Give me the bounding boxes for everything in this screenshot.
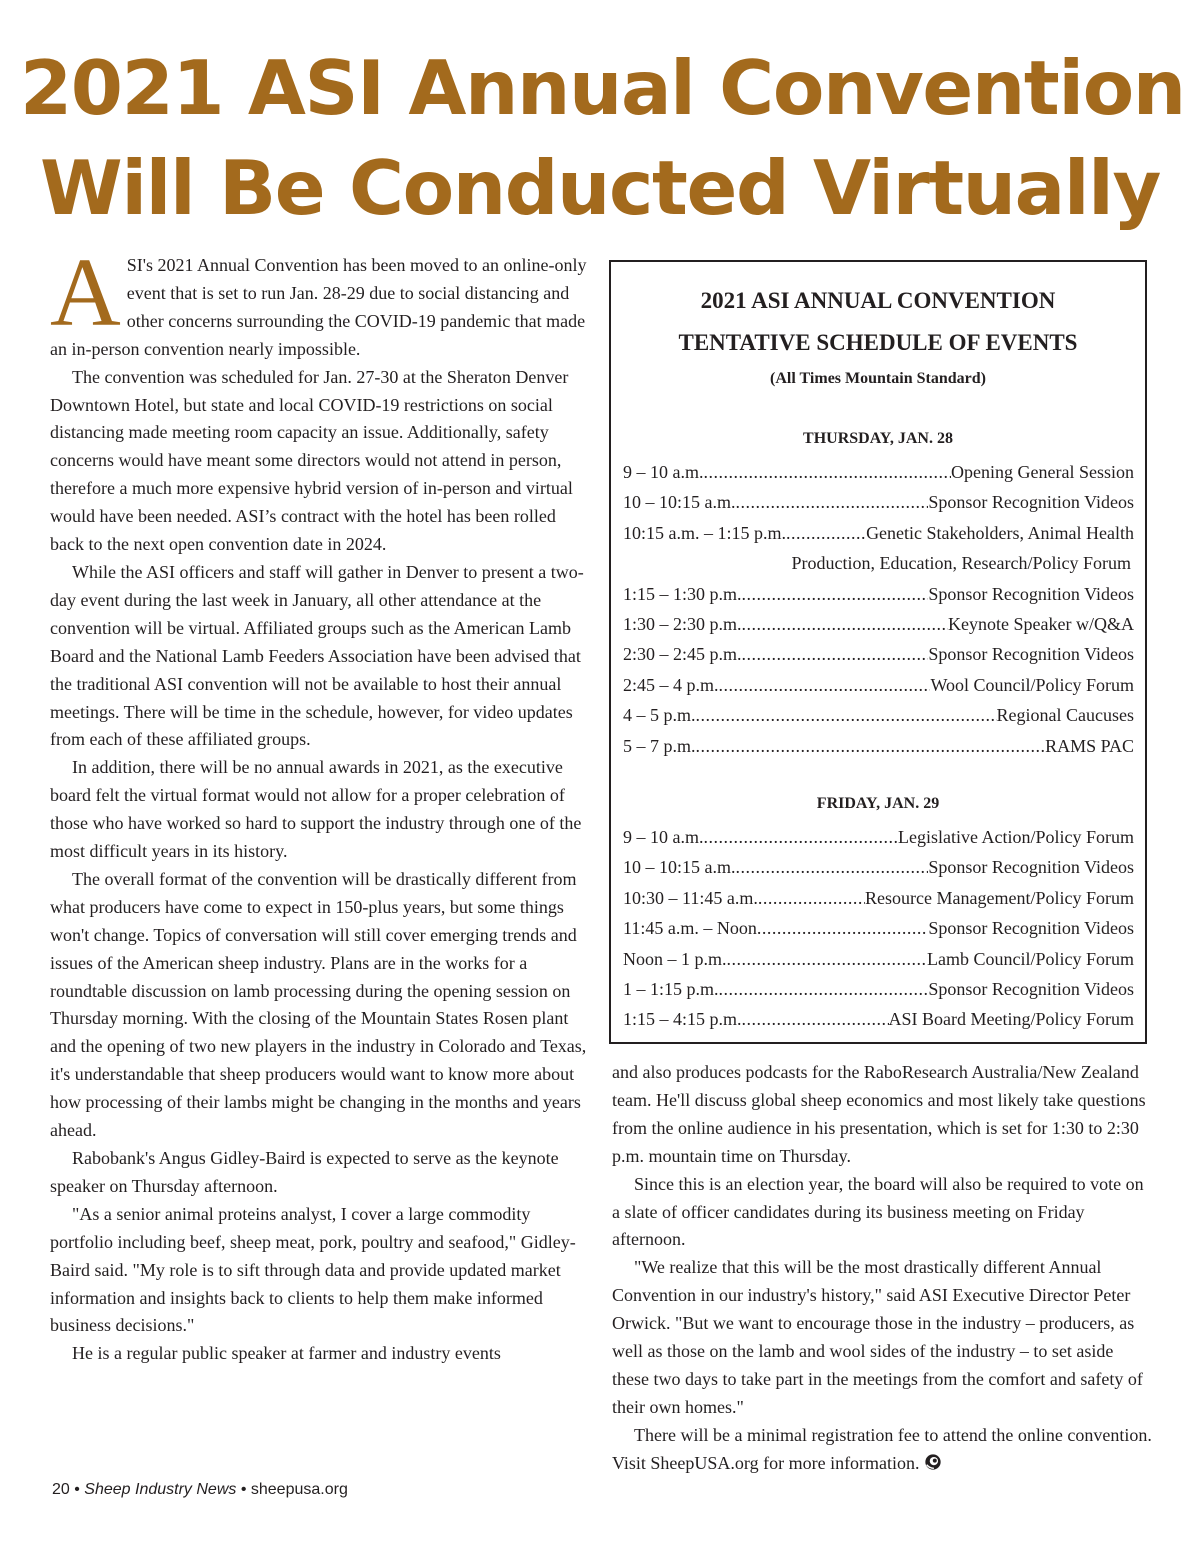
dot-leader [727, 945, 928, 973]
schedule-time: 10 – 10:15 a.m. [623, 492, 736, 513]
schedule-time: 2:30 – 2:45 p.m. [623, 644, 742, 665]
dot-leader [696, 701, 997, 729]
schedule-time: 1 – 1:15 p.m. [623, 979, 719, 999]
schedule-event: Sponsor Recognition Videos [928, 857, 1134, 878]
schedule-time: Noon – 1 p.m. [623, 948, 727, 969]
schedule-row [623, 488, 1134, 516]
schedule-row [623, 640, 1134, 668]
website: sheepusa.org [250, 1481, 348, 1498]
article-text: There will be a minimal registration fee to attend the online convention. Visit SheepUSA.org for more information. [612, 1424, 1152, 1473]
schedule-event: Regional Caucuses [996, 705, 1134, 726]
schedule-row [623, 519, 1134, 547]
schedule-time: 9 – 10 a.m. [623, 827, 704, 847]
article-paragraph: "We realize that this will be the most drastically different Annual Convention in our industry's history," said ASI Executive Director Peter Orwick. "But we want to encourage those in the industry – producers, as well as those on the lamb and wool sides of the industry – to set aside these two days to take part in the meetings from the comfort and safety of their own homes." [612, 1257, 1143, 1417]
publication-name: Sheep Industry News [84, 1481, 237, 1498]
dot-leader [742, 640, 929, 668]
schedule-event: Keynote Speaker w/Q&A [948, 614, 1134, 634]
schedule-box [609, 260, 1147, 1044]
schedule-row [623, 701, 1134, 729]
schedule-event: Sponsor Recognition Videos [928, 492, 1134, 513]
schedule-event: RAMS PAC [1045, 735, 1134, 756]
headline [20, 38, 1185, 238]
article-paragraph: The convention was scheduled for Jan. 27-30 at the Sheraton Denver Downtown Hotel, but state and local COVID-19 restrictions on social distancing made meeting room capacity an issue. Additionally, safety concerns would have meant some directors would not attend in person, therefore a much more expensive hybrid version of in-person and virtual would have been needed. ASI’s contract with the hotel has been rolled back to the next open convention date in 2024. [50, 366, 573, 555]
schedule-event: Sponsor Recognition Videos [928, 583, 1134, 604]
schedule-time: 4 – 5 p.m. [623, 705, 696, 726]
dot-leader [742, 1005, 889, 1033]
dot-leader [786, 519, 866, 547]
article-paragraph: While the ASI officers and staff will gather in Denver to present a two-day event during the last week in January, all other attendance at the convention will be virtual. Affiliated groups such as the American Lamb Board and the National Lamb Feeders Association have been advised that the traditional ASI convention will not be available to host their annual meetings. There will be time in the schedule, however, for video updates from each of these affiliated groups. [50, 561, 584, 750]
schedule-event: Wool Council/Policy Forum [930, 674, 1134, 695]
schedule-event: Genetic Stakeholders, Animal Health [866, 522, 1134, 543]
schedule-row [623, 914, 1134, 942]
article-paragraph: "As a senior animal proteins analyst, I cover a large commodity portfolio including beef, sheep meat, pork, poultry and seafood," Gidley-Baird said. "My role is to sift through data and provide updated market information and insights back to clients to help them make informed business decisions." [50, 1203, 576, 1336]
schedule-time: 9 – 10 a.m. [623, 462, 704, 482]
dot-leader [736, 853, 929, 881]
headline-line-2: Will Be Conducted Virtually [40, 144, 1160, 232]
schedule-time: 11:45 a.m. – Noon [623, 918, 757, 939]
dot-leader [719, 671, 931, 699]
schedule-event: Sponsor Recognition Videos [928, 644, 1134, 665]
dot-leader [736, 488, 929, 516]
schedule-time: 10:30 – 11:45 a.m. [623, 887, 758, 908]
schedule-time: 2:45 – 4 p.m. [623, 674, 719, 695]
friday-heading: FRIDAY, JAN. 29 [816, 795, 940, 812]
article-paragraph: In addition, there will be no annual awards in 2021, as the executive board felt the virtual format would not allow for a proper celebration of those who have worked so hard to support the industry through one of the most difficult years in its history. [50, 757, 582, 862]
schedule-event: Legislative Action/Policy Forum [898, 827, 1134, 847]
drop-cap: A [50, 239, 121, 347]
article-paragraph: The overall format of the convention will be drastically different from what producers have come to expect in 150-plus years, but some things won't change. Topics of conversation will still cover emerging trends and issues of the American sheep industry. Plans are in the works for a roundtable discussion on lamb processing during the opening session on Thursday morning. With the closing of the Mountain States Rosen plant and the opening of two new players in the industry in Colorado and Texas, it's understandable that sheep producers would want to know more about how processing of their lambs might be changing in the months and years ahead. [50, 868, 587, 1141]
article-paragraph: Rabobank's Angus Gidley-Baird is expected to serve as the keynote speaker on Thursday afternoon. [50, 1148, 559, 1196]
schedule-time-note: (All Times Mountain Standard) [770, 370, 986, 387]
dot-leader [757, 914, 929, 942]
dot-leader [696, 732, 1046, 760]
article-column-left [50, 239, 590, 1368]
schedule-row [623, 853, 1134, 881]
article-text: SI's 2021 Annual Convention has been moved to an online-only event that is set to run Jan. 28-29 due to social distancing and other concerns surrounding the COVID-19 pandemic that made an in-person convention nearly impossible. [50, 255, 587, 359]
dot-leader [719, 975, 929, 1003]
schedule-time: 1:15 – 4:15 p.m. [623, 1009, 742, 1030]
sheep-logo-icon [924, 1453, 942, 1471]
schedule-event: Lamb Council/Policy Forum [927, 948, 1134, 969]
article-paragraph: and also produces podcasts for the RaboResearch Australia/New Zealand team. He'll discuss global sheep economics and most likely take questions from the online audience in his presentation, which is set for 1:30 to 2:30 p.m. mountain time on Thursday. [612, 1062, 1146, 1166]
dot-leader [758, 884, 865, 912]
schedule-title-line-2: TENTATIVE SCHEDULE OF EVENTS [678, 330, 1078, 355]
page-number: 20 [52, 1481, 70, 1498]
schedule-row [623, 671, 1134, 699]
article-paragraph [50, 239, 590, 364]
schedule-time: 10 – 10:15 a.m. [623, 857, 736, 878]
schedule-time: 5 – 7 p.m. [623, 735, 696, 756]
schedule-time: 10:15 a.m. – 1:15 p.m. [623, 522, 786, 543]
schedule-title-line-1: 2021 ASI ANNUAL CONVENTION [700, 288, 1056, 313]
schedule-event: Sponsor Recognition Videos [928, 918, 1134, 939]
dot-leader [742, 580, 929, 608]
schedule-row [623, 975, 1134, 1003]
article-paragraph [612, 1422, 1152, 1478]
article-paragraph: He is a regular public speaker at farmer and industry events [72, 1343, 501, 1364]
article-paragraph: Since this is an election year, the board will also be required to vote on a slate of officer candidates during its business meeting on Friday afternoon. [612, 1173, 1144, 1250]
schedule-row [623, 884, 1134, 912]
schedule-time: 1:15 – 1:30 p.m. [623, 583, 742, 604]
schedule-event: Opening General Session [951, 462, 1134, 482]
schedule-row [623, 1005, 1134, 1033]
schedule-row [623, 732, 1134, 760]
dot-leader [704, 458, 952, 486]
schedule-row [623, 945, 1134, 973]
schedule-event-continuation: Production, Education, Research/Policy Forum [791, 553, 1131, 574]
thursday-heading: THURSDAY, JAN. 28 [803, 430, 953, 447]
headline-line-1: 2021 ASI Annual Convention [20, 44, 1185, 132]
schedule-time: 1:30 – 2:30 p.m. [623, 614, 742, 634]
dot-leader [704, 823, 899, 851]
schedule-row [623, 580, 1134, 608]
schedule-row [623, 458, 1134, 486]
article-column-right [612, 1059, 1152, 1478]
schedule-event: Resource Management/Policy Forum [865, 887, 1134, 908]
schedule-event: ASI Board Meeting/Policy Forum [888, 1009, 1134, 1030]
dot-leader [742, 610, 949, 638]
schedule-row [623, 610, 1134, 638]
page-footer: 20 • Sheep Industry News • sheepusa.org [52, 1481, 348, 1498]
schedule-row [623, 823, 1134, 851]
schedule-event: Sponsor Recognition Videos [928, 979, 1134, 999]
